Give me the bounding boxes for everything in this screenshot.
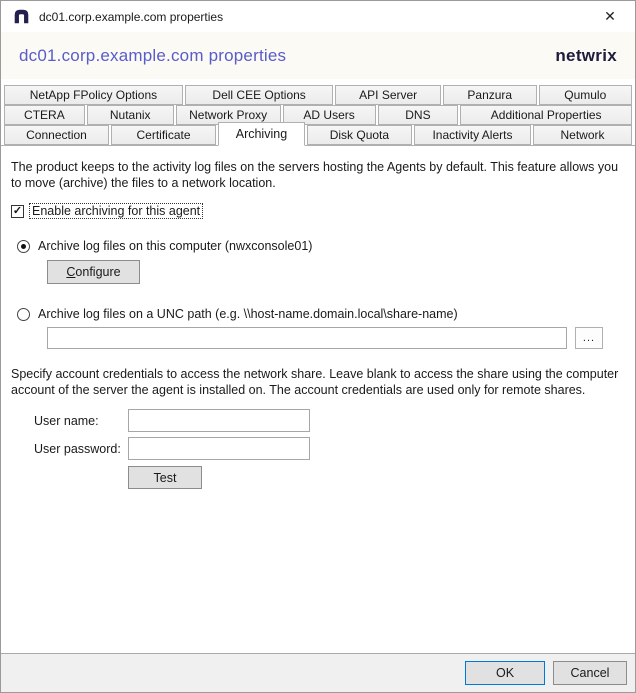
archive-local-radio-row[interactable] <box>17 239 625 253</box>
tab-dell-cee-options[interactable]: Dell CEE Options <box>185 85 333 105</box>
credentials-note: Specify account credentials to access the network share. Leave blank to access the share using the computer account of the server the agent is installed on. The account credentials are used only for remote shares. <box>11 367 619 397</box>
intro-text: The product keeps to the activity log files on the servers hosting the Agents by default. This feature allows you to move (archive) the files to a network location. <box>11 160 619 190</box>
username-input[interactable] <box>128 409 310 432</box>
tab-row-1 <box>4 85 632 105</box>
tab-additional-properties[interactable]: Additional Properties <box>460 105 632 125</box>
branded-header <box>1 32 635 79</box>
tab-certificate[interactable]: Certificate <box>111 125 216 145</box>
netwrix-logo: netwrix <box>555 45 617 65</box>
tab-netapp-fpolicy-options[interactable]: NetApp FPolicy Options <box>4 85 183 105</box>
title-bar <box>1 1 635 32</box>
tab-ad-users[interactable]: AD Users <box>283 105 376 125</box>
tab-archiving[interactable]: Archiving <box>218 122 305 146</box>
checkmark-icon: ✓ <box>12 204 23 217</box>
enable-archiving-checkbox[interactable] <box>11 205 24 218</box>
dialog-footer <box>1 654 635 692</box>
page-title: dc01.corp.example.com properties <box>19 45 287 65</box>
configure-button[interactable]: C onfigure <box>47 260 140 284</box>
window-title: dc01.corp.example.com properties <box>39 9 224 24</box>
tab-strip <box>1 79 635 145</box>
unc-path-row <box>47 327 625 349</box>
tab-api-server[interactable]: API Server <box>335 85 441 105</box>
archive-local-radio[interactable] <box>17 240 30 253</box>
tab-connection[interactable]: Connection <box>4 125 109 145</box>
test-button[interactable]: Test <box>128 466 202 489</box>
archive-unc-radio[interactable] <box>17 308 30 321</box>
tab-nutanix[interactable]: Nutanix <box>87 105 174 125</box>
tab-qumulo[interactable]: Qumulo <box>539 85 633 105</box>
tab-network[interactable]: Network <box>533 125 632 145</box>
tab-row-2 <box>4 105 632 125</box>
password-row <box>34 437 625 460</box>
tab-dns[interactable]: DNS <box>378 105 459 125</box>
close-icon[interactable]: ✕ <box>604 8 616 24</box>
ok-button[interactable]: OK <box>465 661 545 685</box>
archive-local-label: Archive log files on this computer (nwxconsole01) <box>38 239 313 253</box>
enable-archiving-label[interactable]: Enable archiving for this agent <box>29 203 203 219</box>
tab-inactivity-alerts[interactable]: Inactivity Alerts <box>414 125 531 145</box>
tab-ctera[interactable]: CTERA <box>4 105 85 125</box>
enable-archiving-checkbox-row[interactable] <box>11 203 625 219</box>
browse-button[interactable]: ... <box>575 327 603 349</box>
password-label: User password: <box>34 441 121 456</box>
username-row <box>34 409 625 432</box>
password-input[interactable] <box>128 437 310 460</box>
cancel-button[interactable]: Cancel <box>553 661 627 685</box>
radio-selected-dot <box>21 244 26 249</box>
archiving-tab-page <box>1 145 635 654</box>
netwrix-app-icon <box>13 8 30 25</box>
unc-path-input[interactable] <box>47 327 567 349</box>
username-label: User name: <box>34 413 99 428</box>
archive-unc-label: Archive log files on a UNC path (e.g. \\host-name.domain.local\share-name) <box>38 307 458 321</box>
archive-unc-radio-row[interactable] <box>17 307 625 321</box>
tab-row-3 <box>4 125 632 145</box>
tab-panzura[interactable]: Panzura <box>443 85 537 105</box>
tab-network-proxy[interactable]: Network Proxy <box>176 105 281 125</box>
tab-disk-quota[interactable]: Disk Quota <box>307 125 412 145</box>
